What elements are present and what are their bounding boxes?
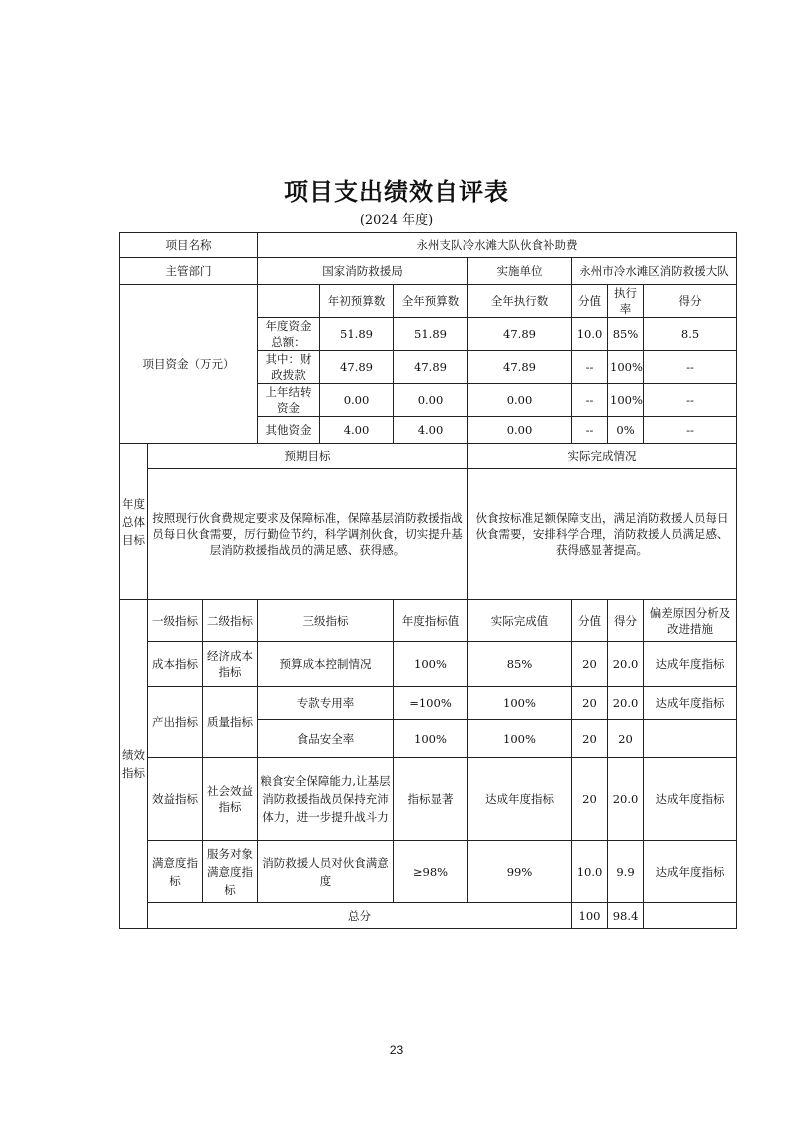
- funds-executed: 47.89: [468, 351, 572, 384]
- perf-target: 100%: [394, 720, 468, 758]
- perf-l1: 成本指标: [148, 642, 203, 687]
- perf-l3: 粮食安全保障能力,让基层消防救援指战员保持充沛体力，进一步提升战斗力: [258, 758, 394, 841]
- funds-executed: 47.89: [468, 318, 572, 351]
- perf-header-target: 年度指标值: [394, 600, 468, 642]
- perf-actual: 100%: [468, 720, 572, 758]
- perf-score: 20.0: [608, 758, 644, 841]
- perf-actual: 100%: [468, 687, 572, 720]
- perf-l1: 满意度指标: [148, 841, 203, 903]
- funds-score-value: --: [572, 417, 608, 444]
- perf-header-value: 分值: [572, 600, 608, 642]
- actual-completion-text: 伙食按标准足额保障支出，满足消防救援人员每日伙食需要，安排科学合理，消防救援人员满足感、获得感显著提高。: [468, 469, 737, 600]
- perf-l2: 服务对象满意度指标: [203, 841, 258, 903]
- funds-header-score: 得分: [644, 285, 737, 318]
- perf-note: 达成年度指标: [644, 841, 737, 903]
- total-label: 总分: [148, 903, 572, 929]
- funds-score: 8.5: [644, 318, 737, 351]
- total-score: 98.4: [608, 903, 644, 929]
- perf-score: 20.0: [608, 642, 644, 687]
- impl-value: 永州市冷水滩区消防救援大队: [572, 258, 737, 285]
- funds-initial: 51.89: [320, 318, 394, 351]
- perf-header-actual: 实际完成值: [468, 600, 572, 642]
- funds-score: --: [644, 384, 737, 417]
- perf-row: [120, 841, 737, 903]
- total-note: [644, 903, 737, 929]
- perf-actual: 达成年度指标: [468, 758, 572, 841]
- perf-note: 达成年度指标: [644, 687, 737, 720]
- perf-header-note: 偏差原因分析及改进措施: [644, 600, 737, 642]
- perf-row: [120, 687, 737, 720]
- expected-goal-text: 按照现行伙食费规定要求及保障标准，保障基层消防救援指战员每日伙食需要，厉行勤俭节约，科学调剂伙食，切实提升基层消防救援指战员的满足感、获得感。: [148, 469, 468, 600]
- funds-score: --: [644, 351, 737, 384]
- perf-l1: 效益指标: [148, 758, 203, 841]
- funds-initial: 47.89: [320, 351, 394, 384]
- page-title: 项目支出绩效自评表: [284, 178, 509, 206]
- perf-label: 绩效指标: [120, 600, 148, 929]
- project-name: 永州支队冷水滩大队伙食补助费: [258, 233, 737, 258]
- perf-score: 20.0: [608, 687, 644, 720]
- project-name-label: 项目名称: [120, 233, 258, 258]
- perf-header-score: 得分: [608, 600, 644, 642]
- row-goals-header: [120, 444, 737, 469]
- perf-value: 20: [572, 720, 608, 758]
- perf-target: 100%: [394, 642, 468, 687]
- funds-score-value: --: [572, 351, 608, 384]
- year-subtitle: (2024 年度): [359, 213, 434, 228]
- funds-executed: 0.00: [468, 384, 572, 417]
- funds-rate: 85%: [608, 318, 644, 351]
- funds-annual: 51.89: [394, 318, 468, 351]
- funds-annual: 0.00: [394, 384, 468, 417]
- total-value: 100: [572, 903, 608, 929]
- perf-target: 指标显著: [394, 758, 468, 841]
- perf-value: 20: [572, 687, 608, 720]
- perf-target: ≥98%: [394, 841, 468, 903]
- perf-l2: 社会效益指标: [203, 758, 258, 841]
- perf-l2: 质量指标: [203, 687, 258, 758]
- perf-target: =100%: [394, 687, 468, 720]
- funds-row-label: 年度资金总额：: [258, 318, 320, 351]
- dept-label: 主管部门: [120, 258, 258, 285]
- funds-header-annual: 全年预算数: [394, 285, 468, 318]
- expected-goal-header: 预期目标: [148, 444, 468, 469]
- impl-label: 实施单位: [468, 258, 572, 285]
- row-perf-header: [120, 600, 737, 642]
- perf-l3: 专款专用率: [258, 687, 394, 720]
- funds-score-value: --: [572, 384, 608, 417]
- funds-initial: 4.00: [320, 417, 394, 444]
- goals-label: 年度总体目标: [120, 444, 148, 600]
- perf-actual: 85%: [468, 642, 572, 687]
- funds-score-value: 10.0: [572, 318, 608, 351]
- perf-header-l2: 二级指标: [203, 600, 258, 642]
- funds-header-rate: 执行率: [608, 285, 644, 318]
- dept-value: 国家消防救援局: [258, 258, 468, 285]
- funds-header-blank: [258, 285, 320, 318]
- page-number: 23: [389, 1043, 404, 1057]
- perf-value: 10.0: [572, 841, 608, 903]
- perf-row: [120, 758, 737, 841]
- perf-row: [120, 642, 737, 687]
- perf-value: 20: [572, 642, 608, 687]
- funds-rate: 100%: [608, 384, 644, 417]
- perf-l3: 预算成本控制情况: [258, 642, 394, 687]
- actual-completion-header: 实际完成情况: [468, 444, 737, 469]
- funds-header-initial: 年初预算数: [320, 285, 394, 318]
- perf-l2: 经济成本指标: [203, 642, 258, 687]
- perf-l1: 产出指标: [148, 687, 203, 758]
- funds-row-label: 其中：财政拨款: [258, 351, 320, 384]
- performance-table: [119, 232, 737, 929]
- funds-label: 项目资金（万元）: [120, 285, 258, 444]
- funds-row-label: 上年结转资金: [258, 384, 320, 417]
- funds-initial: 0.00: [320, 384, 394, 417]
- perf-actual: 99%: [468, 841, 572, 903]
- perf-note: [644, 720, 737, 758]
- funds-executed: 0.00: [468, 417, 572, 444]
- funds-header-score-value: 分值: [572, 285, 608, 318]
- row-funds-header: [120, 285, 737, 318]
- row-total: [120, 903, 737, 929]
- row-dept: [120, 258, 737, 285]
- perf-score: 9.9: [608, 841, 644, 903]
- row-project-name: [120, 233, 737, 258]
- funds-rate: 100%: [608, 351, 644, 384]
- perf-value: 20: [572, 758, 608, 841]
- funds-row-label: 其他资金: [258, 417, 320, 444]
- funds-annual: 4.00: [394, 417, 468, 444]
- perf-l3: 消防救援人员对伙食满意度: [258, 841, 394, 903]
- perf-header-l3: 三级指标: [258, 600, 394, 642]
- perf-header-l1: 一级指标: [148, 600, 203, 642]
- perf-note: 达成年度指标: [644, 758, 737, 841]
- funds-annual: 47.89: [394, 351, 468, 384]
- funds-header-executed: 全年执行数: [468, 285, 572, 318]
- perf-score: 20: [608, 720, 644, 758]
- row-goals-text: [120, 469, 737, 600]
- funds-rate: 0%: [608, 417, 644, 444]
- perf-note: 达成年度指标: [644, 642, 737, 687]
- funds-score: --: [644, 417, 737, 444]
- perf-l3: 食品安全率: [258, 720, 394, 758]
